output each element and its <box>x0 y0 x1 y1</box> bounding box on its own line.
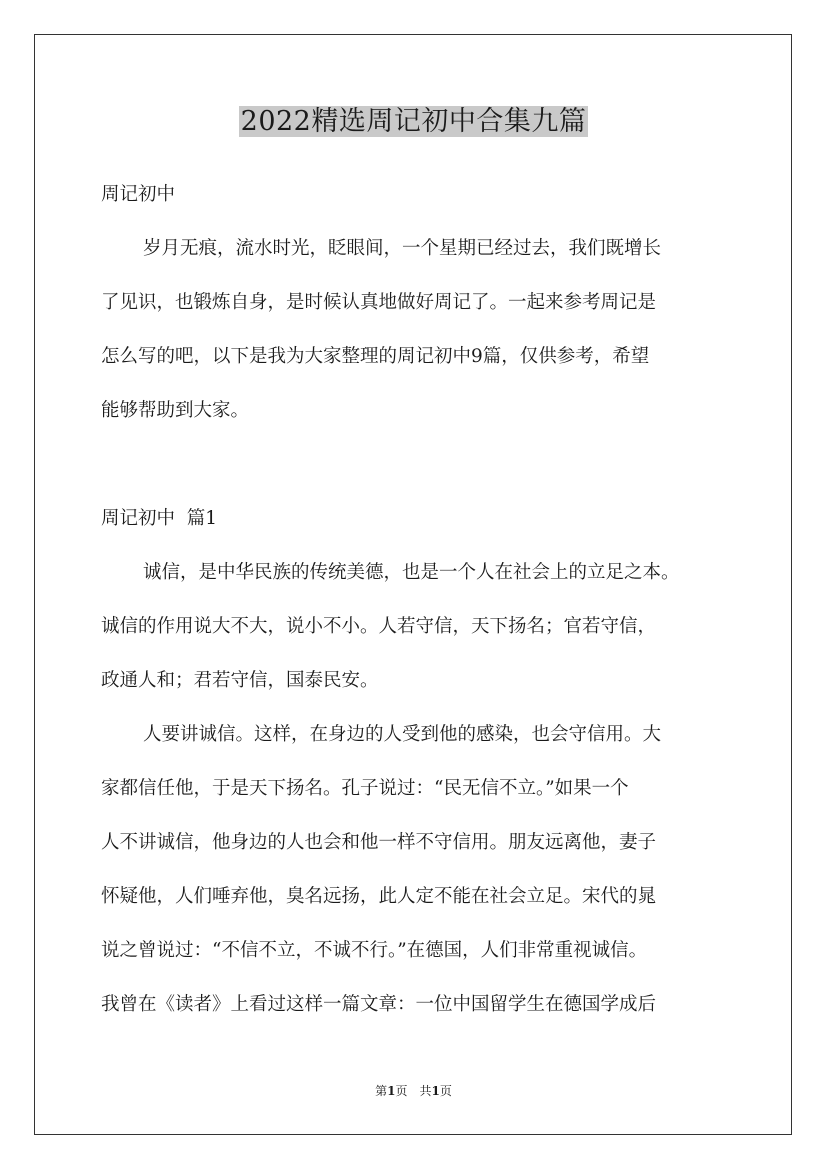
intro-heading: 周记初中 <box>101 184 176 205</box>
total-pages: 1 <box>431 1084 440 1098</box>
paragraph-line: 人不讲诚信，他身边的人也会和他一样不守信用。朋友远离他，妻子 <box>101 832 657 853</box>
page-number: 1 <box>387 1084 396 1098</box>
document-body <box>101 168 741 1032</box>
paragraph-line: 怀疑他，人们唾弃他，臭名远扬，此人定不能在社会立足。宋代的晁 <box>101 886 657 907</box>
paragraph-line: 诚信的作用说大不大，说小不小。人若守信，天下扬名；官若守信， <box>101 616 657 637</box>
total-suffix: 页 <box>439 1084 452 1098</box>
paragraph-line: 我曾在《读者》上看过这样一篇文章：一位中国留学生在德国学成后 <box>101 994 657 1015</box>
paragraph-gap <box>101 438 741 492</box>
intro-line: 岁月无痕，流水时光，眨眼间，一个星期已经过去，我们既增长 <box>143 238 662 259</box>
total-prefix: 共 <box>419 1084 432 1098</box>
section-heading: 周记初中 篇1 <box>101 508 218 529</box>
paragraph-line: 说之曾说过：“不信不立，不诚不行。”在德国，人们非常重视诚信。 <box>101 940 648 961</box>
intro-line: 了见识，也锻炼自身，是时候认真地做好周记了。一起来参考周记是 <box>101 292 657 313</box>
paragraph-line: 人要讲诚信。这样，在身边的人受到他的感染，也会守信用。大 <box>143 724 662 745</box>
page-prefix: 第 <box>375 1084 388 1098</box>
intro-line: 怎么写的吧，以下是我为大家整理的周记初中9篇，仅供参考，希望 <box>101 346 650 367</box>
document-title-text: 2022精选周记初中合集九篇 <box>240 106 587 137</box>
paragraph-line: 诚信，是中华民族的传统美德，也是一个人在社会上的立足之本。 <box>143 562 680 583</box>
paragraph-line: 政通人和；君若守信，国泰民安。 <box>101 670 379 691</box>
page-footer <box>0 1082 827 1099</box>
document-title <box>0 100 827 144</box>
paragraph-line: 家都信任他，于是天下扬名。孔子说过：“民无信不立。”如果一个 <box>101 778 629 799</box>
page-suffix: 页 <box>395 1084 408 1098</box>
intro-line: 能够帮助到大家。 <box>101 400 250 421</box>
